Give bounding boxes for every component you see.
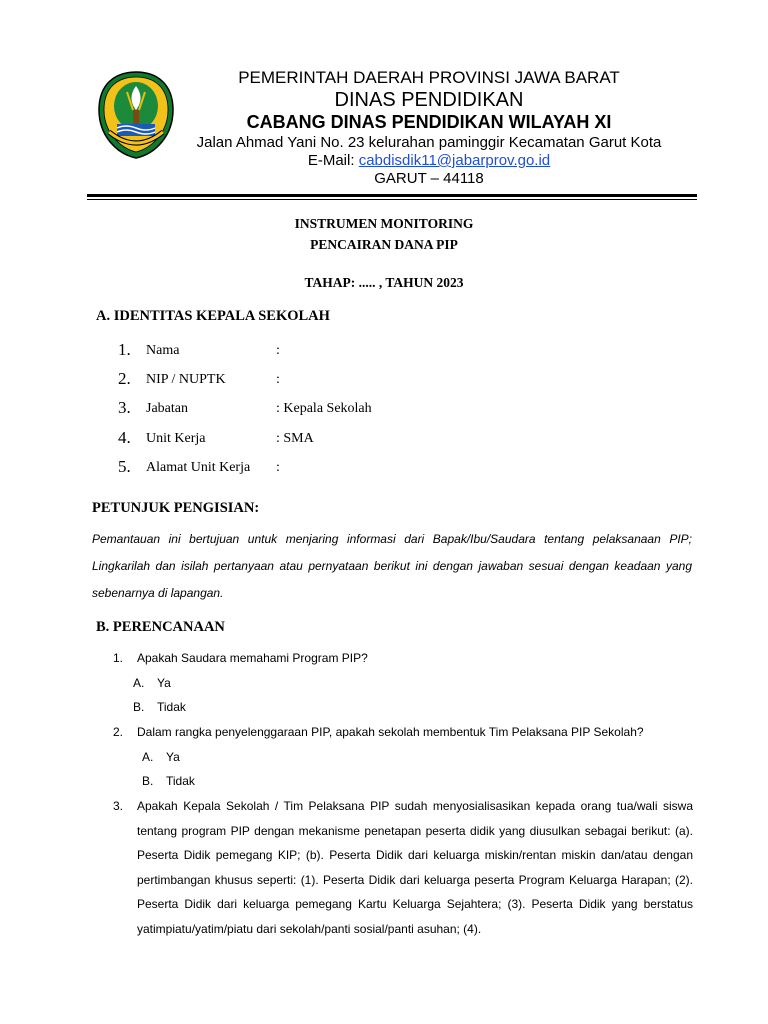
row-number: 3.: [118, 398, 131, 417]
option-letter: A.: [142, 750, 154, 764]
section-a-heading: A. IDENTITAS KEPALA SEKOLAH: [96, 308, 330, 324]
row-value: :: [276, 372, 280, 387]
question-number: 1.: [113, 651, 124, 665]
question-3-text: Apakah Kepala Sekolah / Tim Pelaksana PIP sudah menyosialisasikan kepada orang tua/wali siswa tentang program PIP dengan mekanisme penetapan peserta didik yang diusulkan sebagai berikut: (a). Peserta Didik pemegang KIP; (b). Peserta Didik dari keluarga miskin/rentan miskin dan/atau dengan pertimbangan khusus seperti: (1). Peserta Didik dari keluarga peserta Program Keluarga Harapan; (2). Peserta Didik dari keluarga pemegang Kartu Keluarga Sejahtera; (3). Peserta Didik yang berstatus yatimpiatu/yatim/piatu dari sekolah/panti sosial/panti asuhan; (4).: [137, 799, 693, 936]
email-label: E-Mail:: [307, 151, 359, 169]
government-name: PEMERINTAH DAERAH PROVINSI JAWA BARAT: [238, 68, 620, 87]
question-number: 3.: [113, 799, 124, 813]
question-text: Apakah Saudara memahami Program PIP?: [137, 651, 368, 665]
row-value: :: [276, 460, 280, 475]
option-letter: B.: [133, 700, 145, 714]
row-label: Jabatan: [146, 401, 188, 416]
document-title-2: PENCAIRAN DANA PIP: [310, 237, 458, 252]
letterhead: [185, 68, 673, 188]
row-label: Alamat Unit Kerja: [146, 460, 251, 475]
document-stage-year: TAHAP: ..... , TAHUN 2023: [304, 275, 464, 290]
row-value: : SMA: [276, 431, 314, 446]
agency-name: DINAS PENDIDIKAN: [334, 89, 524, 112]
option-text: Tidak: [166, 774, 195, 788]
document-title-1: INSTRUMEN MONITORING: [294, 216, 474, 231]
row-value: :: [276, 343, 280, 358]
row-number: 2.: [118, 369, 131, 388]
option-text: Tidak: [157, 700, 186, 714]
row-label: Unit Kerja: [146, 431, 206, 446]
question-text: Dalam rangka penyelenggaraan PIP, apakah sekolah membentuk Tim Pelaksana PIP Sekolah?: [137, 725, 644, 739]
row-number: 1.: [118, 340, 131, 359]
option-letter: B.: [142, 774, 154, 788]
question-number: 2.: [113, 725, 124, 739]
section-b-heading: B. PERENCANAAN: [96, 619, 225, 635]
row-value: : Kepala Sekolah: [276, 401, 372, 416]
letterhead-divider-thin: [87, 199, 697, 200]
option-text: Ya: [166, 750, 180, 764]
letterhead-divider-thick: [87, 194, 697, 197]
address: Jalan Ahmad Yani No. 23 kelurahan paminggir Kecamatan Garut Kota: [196, 133, 662, 151]
row-label: Nama: [146, 343, 180, 358]
instructions-text: Pemantauan ini bertujuan untuk menjaring informasi dari Bapak/Ibu/Saudara tentang pelaksanaan PIP; Lingkarilah dan isilah pertanyaan atau pernyataan berikut ini dengan jawaban sesuai dengan keadaan yang sebenarnya di lapangan.: [92, 532, 692, 600]
row-number: 4.: [118, 428, 131, 447]
row-label: NIP / NUPTK: [146, 372, 226, 387]
branch-name: CABANG DINAS PENDIDIKAN WILAYAH XI: [246, 112, 612, 133]
instructions-heading: PETUNJUK PENGISIAN:: [92, 500, 260, 516]
email-line: [185, 152, 673, 170]
city-postal: GARUT – 44118: [374, 169, 484, 187]
email-link[interactable]: cabdisdik11@jabarprov.go.id: [358, 151, 551, 169]
jawa-barat-emblem-logo: [97, 70, 175, 160]
option-text: Ya: [157, 676, 171, 690]
row-number: 5.: [118, 457, 131, 476]
option-letter: A.: [133, 676, 145, 690]
